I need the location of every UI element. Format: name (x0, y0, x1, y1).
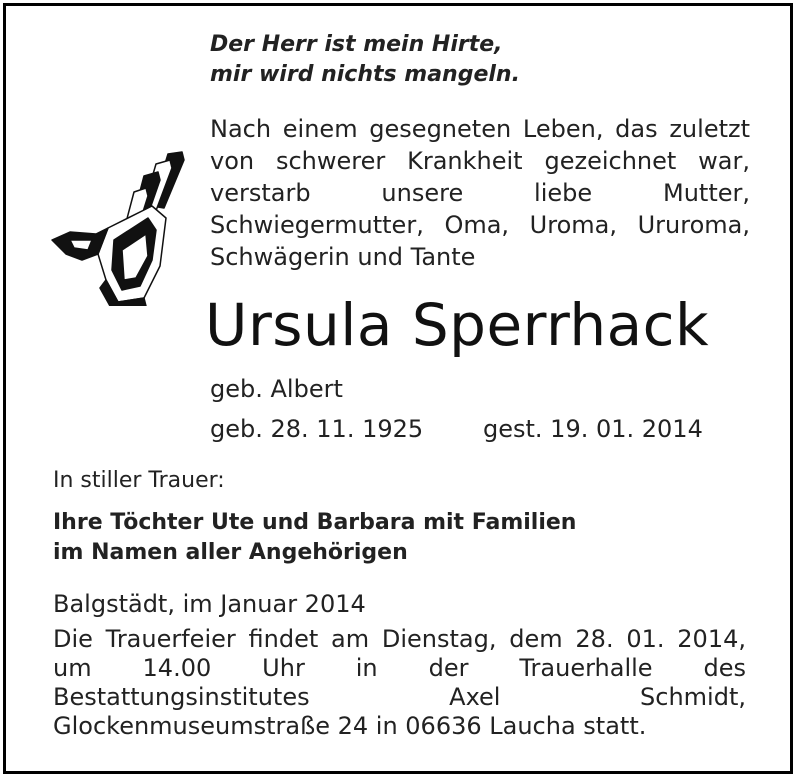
life-dates (210, 415, 703, 443)
birth-name: geb. Albert (210, 375, 343, 403)
bible-verse-line-1: Der Herr ist mein Hirte, (210, 32, 503, 57)
mourners-line-2: im Namen aller Angehörigen (53, 540, 408, 565)
funeral-notice: Die Trauerfeier findet am Dienstag, dem 28. 01. 2014, um 14.00 Uhr in der Trauerhalle des Bestattungsinstitutes Axel Schmidt, Glockenmuseumstraße 24 in 06636 Laucha statt. (53, 625, 746, 740)
praying-hands-icon (48, 148, 190, 306)
mourning-label: In stiller Trauer: (53, 468, 225, 493)
bible-verse (210, 30, 520, 90)
mourners (53, 508, 576, 568)
deceased-name: Ursula Sperrhack (205, 291, 710, 359)
birth-date: geb. 28. 11. 1925 (210, 415, 424, 443)
bible-verse-line-2: mir wird nichts mangeln. (210, 62, 520, 87)
death-date: gest. 19. 01. 2014 (483, 415, 703, 443)
intro-text: Nach einem gesegneten Leben, das zuletzt von schwerer Krankheit gezeichnet war, verstarb unsere liebe Mutter, Schwiegermutter, Oma, Uroma, Ururoma, Schwägerin und Tante (210, 115, 750, 271)
place-date: Balgstädt, im Januar 2014 (53, 590, 366, 618)
mourners-line-1: Ihre Töchter Ute und Barbara mit Familien (53, 510, 577, 535)
